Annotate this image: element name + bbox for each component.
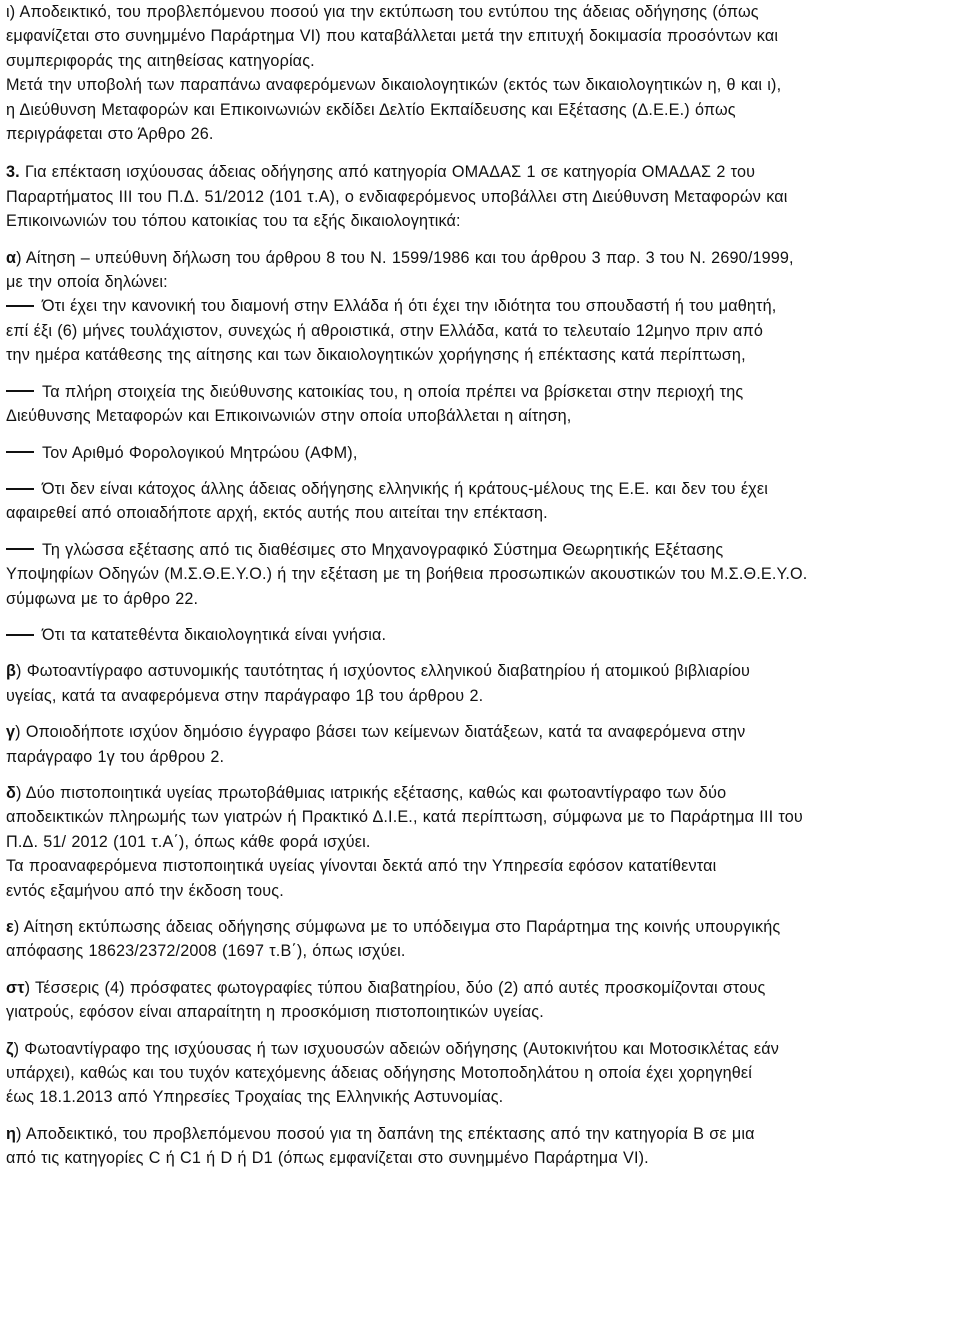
text-line <box>6 1122 954 1146</box>
text-line: περιγράφεται στο Άρθρο 26. <box>6 125 214 144</box>
text-line <box>6 976 954 1000</box>
text-line <box>6 623 954 647</box>
text-line: υγείας, κατά τα αναφερόμενα στην παράγραφο 1β του άρθρου 2. <box>6 686 484 705</box>
text-line: Διεύθυνσης Μεταφορών και Επικοινωνιών στην οποία υποβάλλεται η αίτηση, <box>6 407 572 426</box>
text-line <box>6 1037 954 1061</box>
text-line: Μετά την υποβολή των παραπάνω αναφερόμενων δικαιολογητικών (εκτός των δικαιολογητικών η, θ και ι), <box>6 76 782 95</box>
dash-bullet <box>6 390 34 392</box>
dash-item-4 <box>6 477 954 526</box>
item-st-line-1: ) Τέσσερις (4) πρόσφατες φωτογραφίες τύπου διαβατηρίου, δύο (2) από αυτές προσκομίζονται στους <box>24 978 766 997</box>
item-label: ε <box>6 918 14 936</box>
text-line: εντός εξαμήνου από την έκδοση τους. <box>6 881 284 900</box>
dash-item-3 <box>6 441 954 465</box>
text-line <box>6 720 954 744</box>
text-line <box>6 659 954 683</box>
item-alpha-line-1: ) Αίτηση – υπεύθυνη δήλωση του άρθρου 8 του Ν. 1599/1986 και του άρθρου 3 παρ. 3 του Ν. 2690/1999, <box>16 248 794 267</box>
dash-bullet <box>6 305 34 307</box>
item-alpha <box>6 246 954 295</box>
text-line: με την οποία δηλώνει: <box>6 273 168 292</box>
dash-bullet <box>6 548 34 550</box>
item-gamma-line-1: ) Οποιοδήποτε ισχύον δημόσιο έγγραφο βάσει των κείμενων διατάξεων, κατά τα αναφερόμενα στην <box>15 723 746 742</box>
item-eta <box>6 1122 954 1171</box>
text-line: Παραρτήματος ΙΙΙ του Π.Δ. 51/2012 (101 τ.Α), ο ενδιαφερόμενος υποβάλλει στη Διεύθυνση Μεταφορών και <box>6 187 788 206</box>
text-line: γιατρούς, εφόσον είναι απαραίτητη η προσκόμιση πιστοποιητικών υγείας. <box>6 1003 544 1022</box>
item-label: δ <box>6 783 16 802</box>
text-line: παράγραφο 1γ του άρθρου 2. <box>6 747 225 766</box>
dash-bullet <box>6 634 34 636</box>
item-label: α <box>6 248 17 267</box>
text-line <box>6 915 954 939</box>
dash-item-2-line-1: Τα πλήρη στοιχεία της διεύθυνσης κατοικίας του, η οποία πρέπει να βρίσκεται στην περιοχή της <box>42 382 744 401</box>
text-line <box>6 294 954 318</box>
item-beta <box>6 659 954 708</box>
text-line: συμπεριφοράς της αιτηθείσας κατηγορίας. <box>6 51 315 70</box>
item-eta-line-1: ) Αποδεικτικό, του προβλεπόμενου ποσού για τη δαπάνη της επέκτασης από την κατηγορία Β σε μια <box>16 1124 755 1143</box>
text-line: η Διεύθυνση Μεταφορών και Επικοινωνιών εκδίδει Δελτίο Εκπαίδευσης και Εξέτασης (Δ.Ε.Ε.) όπως <box>6 100 736 119</box>
text-line: Π.Δ. 51/ 2012 (101 τ.Α΄), όπως κάθε φορά ισχύει. <box>6 832 371 851</box>
text-line: έως 18.1.2013 από Υπηρεσίες Τροχαίας της Ελληνικής Αστυνομίας. <box>6 1088 504 1107</box>
text-line <box>6 380 954 404</box>
text-line <box>6 538 954 562</box>
item-epsilon-line-1: ) Αίτηση εκτύπωσης άδειας οδήγησης σύμφωνα με το υπόδειγμα στο Παράρτημα της κοινής υπουργικής <box>13 918 781 936</box>
text-line: εμφανίζεται στο συνημμένο Παράρτημα VI) που καταβάλλεται μετά την επιτυχή δοκιμασία προσόντων και <box>6 27 779 46</box>
section-3 <box>6 160 954 233</box>
item-label: ζ <box>6 1039 14 1058</box>
dash-bullet <box>6 451 34 453</box>
text-line: Τα προαναφερόμενα πιστοποιητικά υγείας γίνονται δεκτά από την Υπηρεσία εφόσον κατατίθενται <box>6 857 717 876</box>
dash-item-5-line-1: Τη γλώσσα εξέτασης από τις διαθέσιμες στο Μηχανογραφικό Σύστημα Θεωρητικής Εξέτασης <box>42 540 724 559</box>
dash-item-4-line-1: Ότι δεν είναι κάτοχος άλλης άδειας οδήγησης ελληνικής ή κράτους-μέλους της Ε.Ε. και δεν του έχει <box>42 479 768 498</box>
dash-bullet <box>6 488 34 490</box>
item-zeta <box>6 1037 954 1110</box>
dash-item-6 <box>6 623 954 647</box>
text-line <box>6 781 954 805</box>
item-label: γ <box>6 723 16 742</box>
intro-paragraph <box>6 0 954 146</box>
text-line: Επικοινωνιών του τόπου κατοικίας του τα εξής δικαιολογητικά: <box>6 212 461 231</box>
item-epsilon <box>6 915 954 964</box>
item-label: η <box>6 1124 17 1143</box>
text-line: σύμφωνα με το άρθρο 22. <box>6 589 199 608</box>
text-line <box>6 441 954 465</box>
dash-item-5 <box>6 538 954 611</box>
text-line: ι) Αποδεικτικό, του προβλεπόμενου ποσού για την εκτύπωση του εντύπου της άδειας οδήγησης (όπως <box>6 3 759 21</box>
text-line: την ημέρα κατάθεσης της αίτησης και των δικαιολογητικών χορήγησης ή επέκτασης κατά περίπτωση, <box>6 346 746 365</box>
item-gamma <box>6 720 954 769</box>
text-line: από τις κατηγορίες C ή C1 ή D ή D1 (όπως εμφανίζεται στο συνημμένο Παράρτημα VI). <box>6 1149 649 1168</box>
item-st <box>6 976 954 1025</box>
text-line: αποδεικτικών πληρωμής των γιατρών ή Πρακτικό Δ.Ι.Ε., κατά περίπτωση, σύμφωνα με το Παράρτημα ΙΙΙ του <box>6 808 803 827</box>
section-number: 3. <box>6 163 20 182</box>
text-line <box>6 160 954 184</box>
section-3-line-1: Για επέκταση ισχύουσας άδειας οδήγησης από κατηγορία ΟΜΑΔΑΣ 1 σε κατηγορία ΟΜΑΔΑΣ 2 του <box>19 163 756 182</box>
item-label: β <box>6 662 17 681</box>
text-line: απόφασης 18623/2372/2008 (1697 τ.Β΄), όπως ισχύει. <box>6 942 406 961</box>
item-beta-line-1: ) Φωτοαντίγραφο αστυνομικής ταυτότητας ή ισχύοντος ελληνικού διαβατηρίου ή ατομικού βιβλιαρίου <box>16 662 751 681</box>
text-line: υπάρχει), καθώς και του τυχόν κατεχόμενης άδειας οδήγησης Μοτοποδηλάτου η οποία έχει χορηγηθεί <box>6 1064 752 1083</box>
text-line <box>6 477 954 501</box>
text-line: επί έξι (6) μήνες τουλάχιστον, συνεχώς ή αθροιστικά, στην Ελλάδα, κατά το τελευταίο 12μηνο πριν από <box>6 321 764 340</box>
dash-item-3-line-1: Τον Αριθμό Φορολογικού Μητρώου (ΑΦΜ), <box>42 443 358 462</box>
text-line: Υποψηφίων Οδηγών (Μ.Σ.Θ.Ε.Υ.Ο.) ή την εξέταση με τη βοήθεια προσωπικών ακουστικών του Μ.Σ.Θ.Ε.Υ.Ο. <box>6 565 808 584</box>
dash-item-2 <box>6 380 954 429</box>
item-label: στ <box>6 978 25 997</box>
text-line <box>6 246 954 270</box>
item-delta <box>6 781 954 903</box>
item-delta-line-1: ) Δύο πιστοποιητικά υγείας πρωτοβάθμιας ιατρικής εξέτασης, καθώς και φωτοαντίγραφο των δύο <box>15 783 727 802</box>
dash-item-6-line-1: Ότι τα κατατεθέντα δικαιολογητικά είναι γνήσια. <box>42 625 387 644</box>
dash-item-1-line-1: Ότι έχει την κανονική του διαμονή στην Ελλάδα ή ότι έχει την ιδιότητα του σπουδαστή ή του μαθητή, <box>42 297 777 316</box>
dash-item-1 <box>6 294 954 367</box>
item-zeta-line-1: ) Φωτοαντίγραφο της ισχύουσας ή των ισχυουσών αδειών οδήγησης (Αυτοκινήτου και Μοτοσικλέτας εάν <box>13 1039 779 1058</box>
text-line: αφαιρεθεί από οποιαδήποτε αρχή, εκτός αυτής που αιτείται την επέκταση. <box>6 504 548 523</box>
